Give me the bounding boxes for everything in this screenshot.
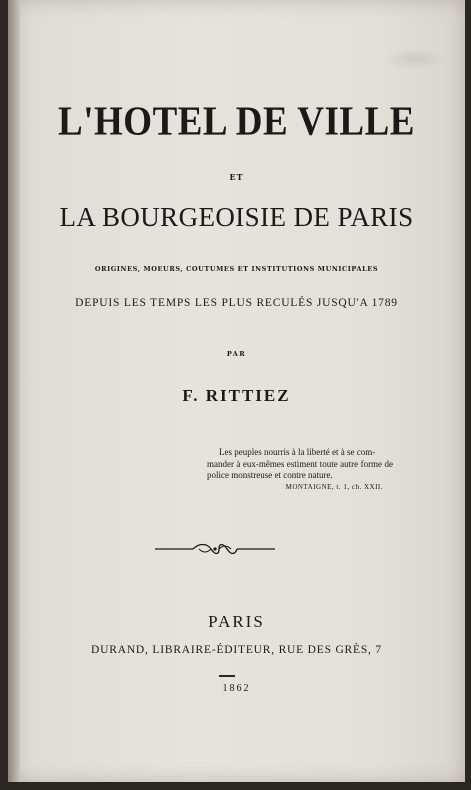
imprint-rule [219,675,235,677]
epigraph-line: de police monstreuse et contre nature. [207,458,393,480]
epigraph-quote [207,447,393,482]
imprint-year: 1862 [222,683,251,694]
imprint-publisher: DURAND, LIBRAIRE-ÉDITEUR, RUE DES GRÈS, 7 [91,644,382,656]
title-conjunction: ET [229,172,244,182]
by-label: PAR [226,350,247,358]
epigraph-attribution: MONTAIGNE, t. 1, ch. XXII. [285,483,383,491]
author-name: F. RITTIEZ [182,386,291,405]
epigraph-line: Les peuples nourris à la liberté et à se com- [219,447,376,457]
title-line-1: L'HOTEL DE VILLE [58,98,415,145]
imprint-city: PARIS [208,612,265,631]
subtitle-topics: ORIGINES, MOEURS, COUTUMES ET INSTITUTIONS MUNICIPALES [94,265,379,273]
printer-ornament-icon [155,541,275,557]
subtitle-period: DEPUIS LES TEMPS LES PLUS RECULÉS JUSQU'A 1789 [75,297,398,309]
epigraph-line: mander à eux-mêmes estiment toute autre forme [207,458,383,469]
paper-stain [384,48,444,70]
title-page [8,0,465,782]
title-line-2: LA BOURGEOISIE DE PARIS [59,202,414,232]
